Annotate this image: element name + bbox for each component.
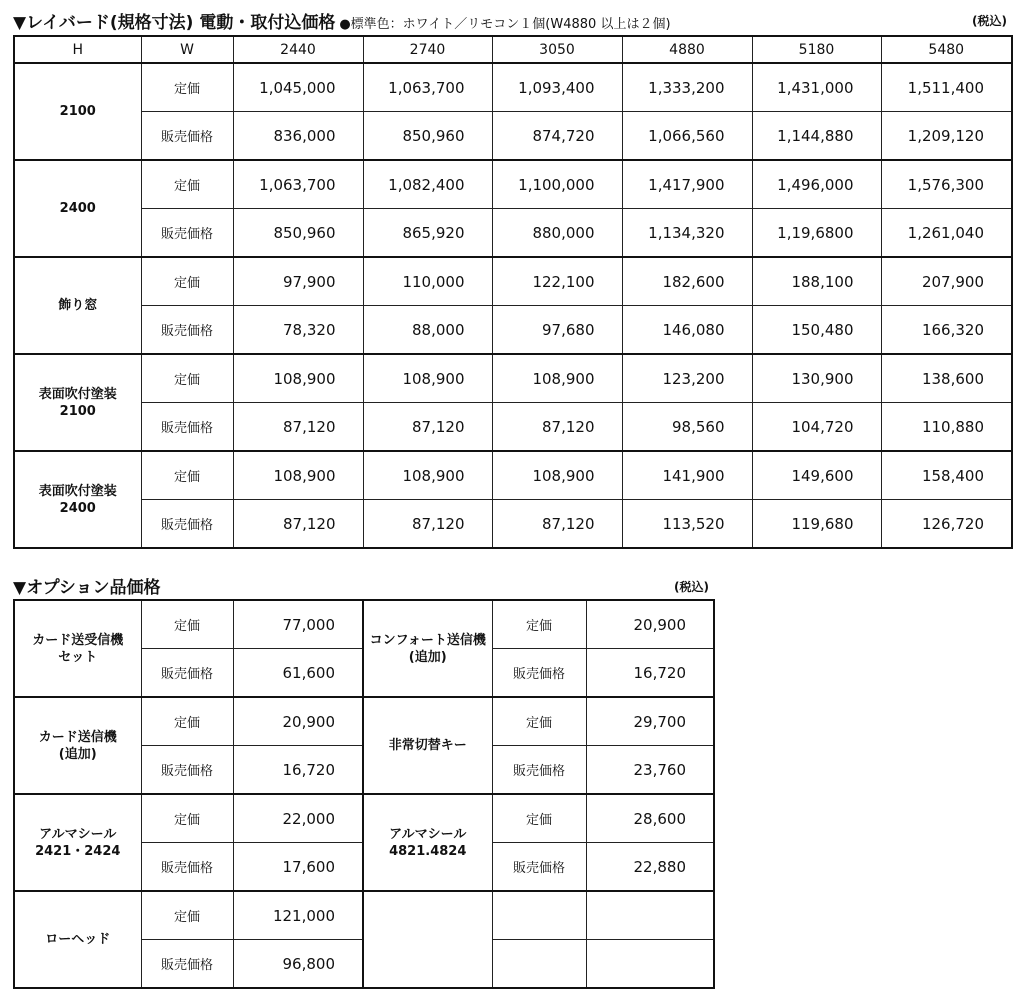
price-value: 141,900	[622, 451, 752, 500]
price-type-label: 定価	[141, 257, 233, 306]
group-name-line: カード送信機	[38, 729, 117, 745]
price-value: 150,480	[752, 306, 881, 355]
price-type-label: 定価	[141, 891, 233, 940]
price-value: 146,080	[622, 306, 752, 355]
price-value: 110,000	[363, 257, 492, 306]
price-row	[14, 306, 1012, 355]
group-name-cell	[14, 794, 141, 891]
price-value: 158,400	[881, 451, 1012, 500]
group-name-cell	[14, 63, 141, 160]
header-cell: 5480	[881, 36, 1012, 63]
price-type-label: 販売価格	[141, 112, 233, 161]
price-type-label: 定価	[141, 697, 233, 746]
empty-cell	[363, 891, 492, 988]
price-value: 1,576,300	[881, 160, 1012, 209]
price-row	[14, 500, 1012, 549]
price-value: 865,920	[363, 209, 492, 258]
price-value: 850,960	[363, 112, 492, 161]
price-row	[14, 403, 1012, 452]
price-value: 87,120	[492, 500, 622, 549]
price-type-label: 販売価格	[141, 209, 233, 258]
group-name-cell	[363, 697, 492, 794]
group-name-cell	[14, 354, 141, 451]
price-type-label: 定価	[492, 794, 586, 843]
price-value: 880,000	[492, 209, 622, 258]
option-row	[14, 697, 714, 746]
option-price: 20,900	[586, 600, 714, 649]
price-value: 108,900	[492, 451, 622, 500]
price-value: 108,900	[233, 354, 363, 403]
price-type-label: 定価	[141, 160, 233, 209]
empty-cell	[492, 891, 586, 940]
option-price: 29,700	[586, 697, 714, 746]
price-value: 1,066,560	[622, 112, 752, 161]
option-price: 22,000	[233, 794, 363, 843]
group-name-cell	[14, 451, 141, 548]
price-value: 97,900	[233, 257, 363, 306]
price-value: 1,063,700	[363, 63, 492, 112]
option-price: 121,000	[233, 891, 363, 940]
group-name-line: カード送受信機	[32, 632, 124, 648]
price-value: 1,261,040	[881, 209, 1012, 258]
main-title-text: ▼レイバード(規格寸法) 電動・取付込価格	[13, 13, 336, 33]
price-value: 850,960	[233, 209, 363, 258]
price-value: 1,431,000	[752, 63, 881, 112]
group-name-line: 表面吹付塗装	[38, 386, 117, 402]
price-row	[14, 112, 1012, 161]
group-name-line: アルマシール	[39, 826, 117, 842]
group-name-line: ローヘッド	[45, 932, 111, 947]
price-value: 1,100,000	[492, 160, 622, 209]
group-name-line: アルマシール	[389, 826, 467, 842]
price-type-label: 定価	[492, 600, 586, 649]
header-cell: 2740	[363, 36, 492, 63]
group-name-line: 4821.4824	[389, 843, 467, 859]
group-name-cell	[14, 891, 141, 988]
price-value: 87,120	[492, 403, 622, 452]
price-value: 149,600	[752, 451, 881, 500]
header-cell: 5180	[752, 36, 881, 63]
price-value: 87,120	[363, 403, 492, 452]
group-name-line: 2400	[59, 201, 96, 216]
group-name-line: 2100	[59, 104, 96, 119]
price-row	[14, 160, 1012, 209]
price-value: 1,209,120	[881, 112, 1012, 161]
option-price: 17,600	[233, 843, 363, 892]
price-value: 1,511,400	[881, 63, 1012, 112]
price-value: 119,680	[752, 500, 881, 549]
price-value: 1,333,200	[622, 63, 752, 112]
group-name-line: 表面吹付塗装	[38, 483, 117, 499]
price-value: 87,120	[363, 500, 492, 549]
price-value: 1,045,000	[233, 63, 363, 112]
price-value: 122,100	[492, 257, 622, 306]
price-type-label: 定価	[492, 697, 586, 746]
price-row	[14, 63, 1012, 112]
option-price: 77,000	[233, 600, 363, 649]
group-name-cell	[14, 697, 141, 794]
empty-cell	[492, 940, 586, 989]
price-type-label: 定価	[141, 600, 233, 649]
price-type-label: 販売価格	[141, 940, 233, 989]
price-type-label: 定価	[141, 354, 233, 403]
price-value: 1,093,400	[492, 63, 622, 112]
price-value: 1,417,900	[622, 160, 752, 209]
group-name-cell	[363, 600, 492, 697]
price-value: 1,496,000	[752, 160, 881, 209]
group-name-line: セット	[58, 649, 98, 665]
price-value: 108,900	[492, 354, 622, 403]
option-price: 96,800	[233, 940, 363, 989]
option-row	[14, 891, 714, 940]
group-name-cell	[363, 794, 492, 891]
header-cell: 2440	[233, 36, 363, 63]
price-value: 104,720	[752, 403, 881, 452]
price-value: 182,600	[622, 257, 752, 306]
price-row	[14, 451, 1012, 500]
option-table	[13, 599, 715, 989]
price-value: 138,600	[881, 354, 1012, 403]
price-value: 130,900	[752, 354, 881, 403]
price-value: 123,200	[622, 354, 752, 403]
option-section-title: ▼オプション品価格	[13, 578, 161, 598]
price-value: 113,520	[622, 500, 752, 549]
main-title-note: ●標準色：ホワイト／リモコン１個(W4880 以上は２個)	[339, 17, 671, 32]
price-type-label: 販売価格	[492, 649, 586, 698]
price-table	[13, 35, 1013, 549]
price-value: 166,320	[881, 306, 1012, 355]
price-type-label: 定価	[141, 451, 233, 500]
price-value: 87,120	[233, 500, 363, 549]
option-price: 28,600	[586, 794, 714, 843]
price-value: 110,880	[881, 403, 1012, 452]
group-name-line: コンフォート送信機	[369, 632, 486, 648]
price-type-label: 販売価格	[492, 746, 586, 795]
price-value: 97,680	[492, 306, 622, 355]
price-value: 874,720	[492, 112, 622, 161]
price-row	[14, 257, 1012, 306]
group-name-cell	[14, 257, 141, 354]
group-name-cell	[14, 600, 141, 697]
option-price: 16,720	[586, 649, 714, 698]
price-type-label: 販売価格	[141, 746, 233, 795]
price-table-header	[14, 36, 1012, 63]
option-price: 16,720	[233, 746, 363, 795]
empty-cell	[586, 940, 714, 989]
price-type-label: 販売価格	[141, 306, 233, 355]
option-price: 20,900	[233, 697, 363, 746]
group-name-line: 2421・2424	[35, 843, 121, 859]
group-name-line: 2400	[59, 500, 96, 516]
price-value: 98,560	[622, 403, 752, 452]
price-type-label: 定価	[141, 63, 233, 112]
option-row	[14, 600, 714, 649]
header-cell: 3050	[492, 36, 622, 63]
group-name-cell	[14, 160, 141, 257]
empty-cell	[586, 891, 714, 940]
price-value: 108,900	[363, 354, 492, 403]
group-name-line: 2100	[59, 403, 96, 419]
price-row	[14, 209, 1012, 258]
price-value: 1,134,320	[622, 209, 752, 258]
option-price: 61,600	[233, 649, 363, 698]
option-price: 22,880	[586, 843, 714, 892]
price-value: 126,720	[881, 500, 1012, 549]
header-cell: H	[14, 36, 141, 63]
price-value: 1,063,700	[233, 160, 363, 209]
price-value: 108,900	[233, 451, 363, 500]
group-name-line: (追加)	[58, 746, 97, 762]
price-value: 1,082,400	[363, 160, 492, 209]
price-type-label: 販売価格	[492, 843, 586, 892]
price-value: 1,144,880	[752, 112, 881, 161]
price-value: 87,120	[233, 403, 363, 452]
price-type-label: 販売価格	[141, 649, 233, 698]
price-value: 836,000	[233, 112, 363, 161]
price-type-label: 販売価格	[141, 500, 233, 549]
group-name-line: (追加)	[408, 649, 447, 665]
price-value: 88,000	[363, 306, 492, 355]
price-row	[14, 354, 1012, 403]
price-value: 188,100	[752, 257, 881, 306]
group-name-line: 非常切替キー	[388, 738, 467, 753]
option-row	[14, 794, 714, 843]
price-value: 207,900	[881, 257, 1012, 306]
price-type-label: 販売価格	[141, 403, 233, 452]
price-value: 78,320	[233, 306, 363, 355]
price-type-label: 販売価格	[141, 843, 233, 892]
main-section-title	[13, 8, 671, 33]
option-tax-label: (税込)	[674, 580, 709, 594]
header-cell: 4880	[622, 36, 752, 63]
option-price: 23,760	[586, 746, 714, 795]
price-value: 108,900	[363, 451, 492, 500]
header-cell: W	[141, 36, 233, 63]
main-tax-label: (税込)	[972, 14, 1007, 28]
price-value: 1,19,6800	[752, 209, 881, 258]
group-name-line: 飾り窓	[58, 298, 98, 313]
price-type-label: 定価	[141, 794, 233, 843]
